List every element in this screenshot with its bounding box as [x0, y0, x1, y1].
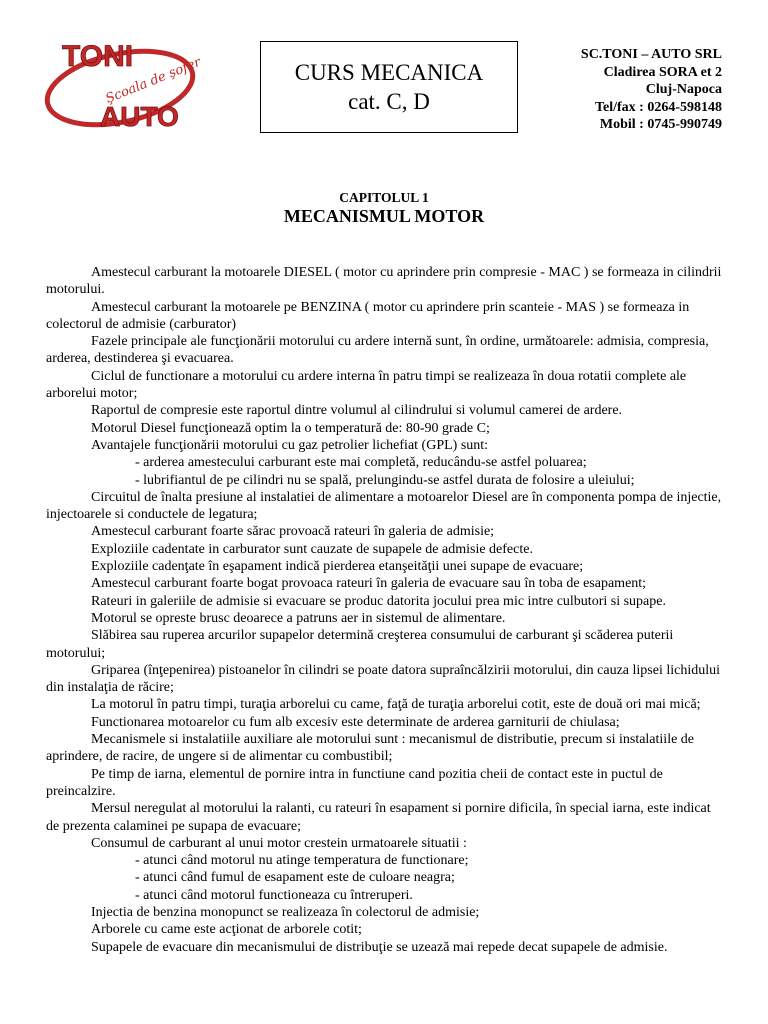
paragraph: Pe timp de iarna, elementul de pornire intra in functiune cand pozitia cheii de contact este in puctul de preincalzire. — [46, 766, 663, 799]
paragraph: Injectia de benzina monopunct se realizeaza în colectorul de admisie; — [91, 904, 480, 920]
bullet-item: - lubrifiantul de pe cilindri nu se spală, prelungindu-se astfel durata de folosire a uleiului; — [135, 472, 635, 488]
paragraph: Exploziile cadenţate în eşapament indică pierderea etanşeităţii unei supape de evacuare; — [91, 559, 584, 575]
paragraph: Griparea (înţepenirea) pistoanelor în cilindri se poate datora supraîncălzirii motorului, din cauza lipsei lichidului din instalaţia de răcire; — [46, 662, 721, 696]
paragraph: Avantajele funcţionării motorului cu gaz petrolier lichefiat (GPL) sunt: — [91, 437, 489, 453]
paragraph: Arborele cu came este acţionat de arborele cotit; — [91, 922, 362, 938]
paragraph: Slăbirea sau ruperea arcurilor supapelor determină creşterea consumului de carburant şi scăderea puterii motorului; — [46, 628, 674, 661]
paragraph: Ciclul de functionare a motorului cu ardere interna în patru timpi se realizeaza în doua rotatii complete ale arborelui motor; — [46, 368, 687, 402]
company-tel: Tel/fax : 0264-598148 — [594, 99, 722, 115]
bullet-item: - atunci când motorul nu atinge temperatura de functionare; — [135, 853, 469, 869]
paragraph: Motorul se opreste brusc deoarece a patruns aer in sistemul de alimentare. — [91, 610, 506, 626]
company-mobile: Mobil : 0745-990749 — [599, 117, 722, 132]
paragraph: Consumul de carburant al unui motor crestein urmatoarele situatii : — [91, 835, 467, 851]
paragraph: Amestecul carburant foarte sărac provoacă rateuri în galeria de admisie; — [91, 524, 495, 540]
paragraph: Amestecul carburant la motoarele DIESEL ( motor cu aprindere prin compresie - MAC ) se formeaza in cilindrii motorului. — [46, 265, 722, 298]
paragraph: Functionarea motoarelor cu fum alb excesiv este determinate de arderea garniturii de chiulasa; — [91, 714, 620, 730]
bullet-item: - arderea amestecului carburant este mai completă, reducându-se astfel poluarea; — [135, 455, 587, 471]
paragraph: Mersul neregulat al motorului la ralanti, cu rateuri în esapament si pornire dificila, în special iarna, este indicat de prezenta calaminei pe supapa de evacuare; — [46, 801, 711, 834]
paragraph: Mecanismele si instalatiile auxiliare ale motorului sunt : mecanismul de distributie, precum si instalatiile de aprindere, de racire, de ungere si de alimentar cu combustibil; — [46, 732, 695, 765]
paragraph: Exploziile cadentate in carburator sunt cauzate de supapele de admisie defecte. — [91, 541, 533, 557]
paragraph: Raportul de compresie este raportul dintre volumul al cilindrului si volumul camerei de ardere. — [91, 403, 623, 419]
company-building: Cladirea SORA et 2 — [603, 64, 722, 80]
paragraph: Rateuri in galeriile de admisie si evacuare se produc datorita jocului prea mic intre culbutori si supape. — [91, 593, 666, 609]
document-body — [46, 264, 722, 956]
logo-arc-text: Şcoala de şoferi — [103, 53, 200, 107]
paragraph: La motorul în patru timpi, turaţia arborelui cu came, faţă de turaţia arborelui cotit, este de două ori mai mică; — [91, 697, 701, 713]
logo-bottom-text: AUTO — [100, 101, 179, 132]
course-title: CURS MECANICA — [294, 60, 484, 85]
course-category: cat. C, D — [348, 89, 430, 114]
company-city: Cluj-Napoca — [645, 82, 722, 97]
bullet-item: - atunci când motorul functioneaza cu întreruperi. — [135, 887, 413, 903]
course-title-box — [260, 41, 518, 133]
toni-auto-logo — [40, 36, 200, 136]
bullet-item: - atunci când fumul de esapament este de culoare neagra; — [135, 870, 455, 886]
paragraph: Fazele principale ale funcţionării motorului cu ardere internă sunt, în ordine, următoarele: admisia, compresia, arderea, destinderea şi evacuarea. — [46, 334, 709, 367]
logo-top-text: TONI — [62, 40, 134, 73]
chapter-label: CAPITOLUL 1 — [339, 190, 429, 205]
paragraph: Circuitul de înalta presiune al instalatiei de alimentare a motoarelor Diesel are în componenta pompa de injectie, injectoarele si conductele de legatura; — [46, 489, 722, 523]
paragraph: Amestecul carburant la motoarele pe BENZINA ( motor cu aprindere prin scanteie - MAS ) se formeaza in colectorul de admisie (carburator) — [46, 299, 690, 332]
company-info — [581, 46, 722, 134]
logo-graphic — [40, 36, 200, 136]
paragraph: Motorul Diesel funcţionează optim la o temperatură de: 80-90 grade C; — [91, 420, 490, 436]
chapter-title: MECANISMUL MOTOR — [283, 206, 485, 226]
paragraph: Supapele de evacuare din mecanismului de distribuţie se uzează mai repede decat supapele de admisie. — [91, 939, 668, 955]
company-name: SC.TONI – AUTO SRL — [580, 47, 722, 62]
paragraph: Amestecul carburant foarte bogat provoaca rateuri în galeria de evacuare sau în toba de esapament; — [91, 576, 647, 592]
